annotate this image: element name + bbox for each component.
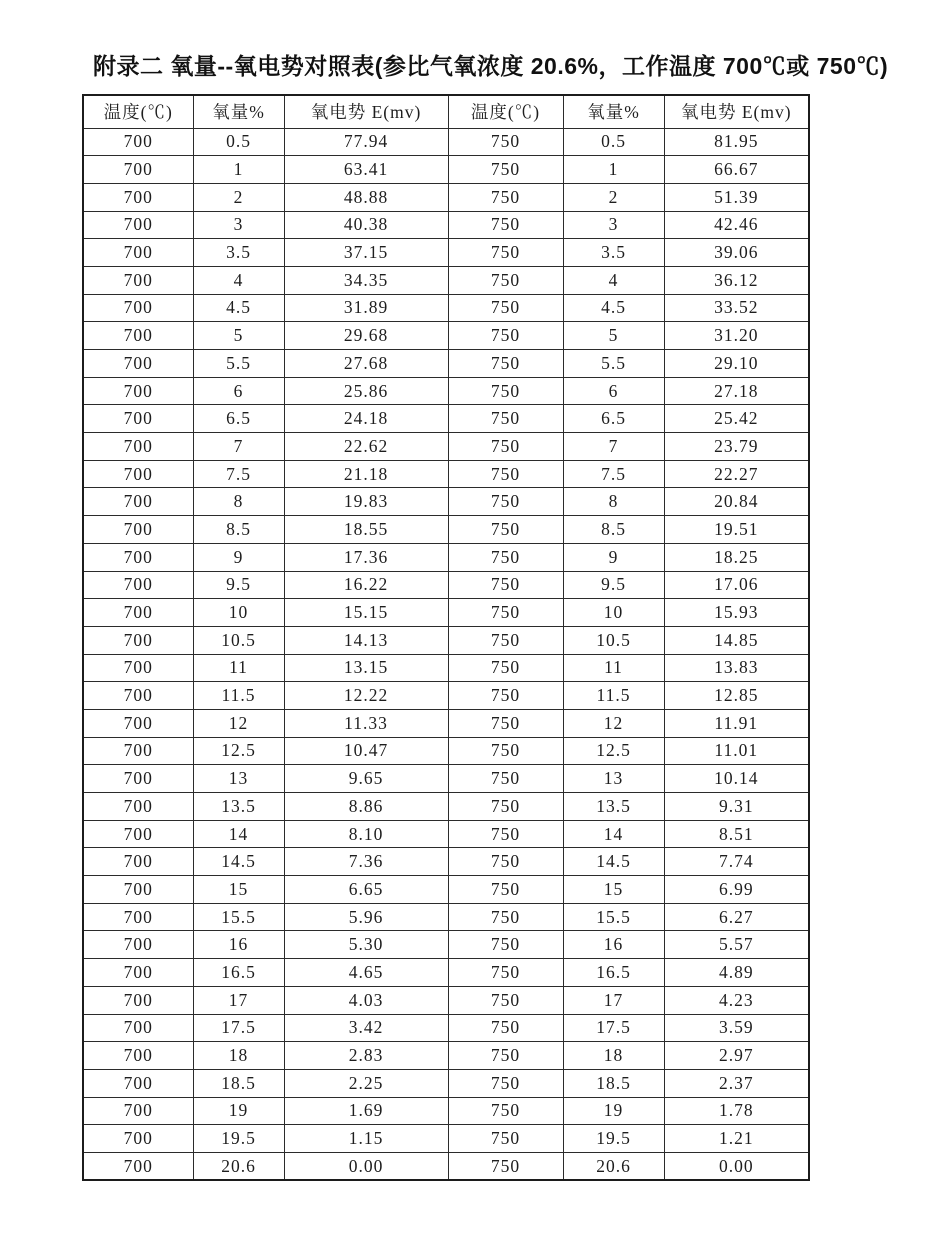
table-row: [83, 1014, 809, 1042]
table-cell: 2: [563, 183, 664, 211]
table-cell: 750: [448, 571, 563, 599]
table-cell: 700: [83, 959, 193, 987]
table-row: [83, 516, 809, 544]
table-cell: 700: [83, 986, 193, 1014]
header-oxygen-potential-left: 氧电势 E(mv): [284, 95, 448, 128]
table-cell: 750: [448, 903, 563, 931]
table-cell: 750: [448, 128, 563, 156]
table-cell: 14.85: [664, 626, 809, 654]
header-oxygen-potential-right: 氧电势 E(mv): [664, 95, 809, 128]
table-row: [83, 322, 809, 350]
table-cell: 24.18: [284, 405, 448, 433]
table-cell: 16: [193, 931, 284, 959]
header-oxygen-percent-right: 氧量%: [563, 95, 664, 128]
table-cell: 16.5: [193, 959, 284, 987]
table-cell: 8.10: [284, 820, 448, 848]
table-cell: 15.5: [563, 903, 664, 931]
table-cell: 4: [563, 266, 664, 294]
table-cell: 7.5: [193, 460, 284, 488]
table-cell: 4.65: [284, 959, 448, 987]
table-cell: 31.20: [664, 322, 809, 350]
table-row: [83, 682, 809, 710]
table-cell: 5.5: [563, 350, 664, 378]
table-cell: 37.15: [284, 239, 448, 267]
table-cell: 29.68: [284, 322, 448, 350]
table-cell: 750: [448, 156, 563, 184]
table-cell: 8.51: [664, 820, 809, 848]
table-cell: 750: [448, 294, 563, 322]
table-header: [83, 95, 809, 128]
table-cell: 13.5: [563, 793, 664, 821]
table-cell: 700: [83, 460, 193, 488]
table-cell: 700: [83, 433, 193, 461]
table-cell: 18.25: [664, 543, 809, 571]
table-row: [83, 266, 809, 294]
header-temperature-right: 温度(℃): [448, 95, 563, 128]
header-temperature-left: 温度(℃): [83, 95, 193, 128]
table-cell: 700: [83, 350, 193, 378]
table-cell: 27.68: [284, 350, 448, 378]
table-cell: 700: [83, 405, 193, 433]
table-cell: 17.5: [193, 1014, 284, 1042]
table-cell: 15: [193, 876, 284, 904]
table-cell: 34.35: [284, 266, 448, 294]
table-cell: 7: [193, 433, 284, 461]
table-cell: 18.5: [193, 1069, 284, 1097]
table-cell: 3: [563, 211, 664, 239]
table-cell: 15.93: [664, 599, 809, 627]
table-cell: 11.91: [664, 709, 809, 737]
table-cell: 3.5: [193, 239, 284, 267]
table-cell: 48.88: [284, 183, 448, 211]
table-cell: 17: [563, 986, 664, 1014]
table-cell: 14: [193, 820, 284, 848]
table-cell: 1.21: [664, 1125, 809, 1153]
table-cell: 12.22: [284, 682, 448, 710]
table-cell: 700: [83, 654, 193, 682]
table-cell: 700: [83, 239, 193, 267]
table-cell: 9.31: [664, 793, 809, 821]
table-cell: 40.38: [284, 211, 448, 239]
table-cell: 750: [448, 1042, 563, 1070]
table-cell: 4.23: [664, 986, 809, 1014]
table-cell: 51.39: [664, 183, 809, 211]
table-cell: 6.99: [664, 876, 809, 904]
table-cell: 1.78: [664, 1097, 809, 1125]
table-cell: 15.15: [284, 599, 448, 627]
table-cell: 750: [448, 405, 563, 433]
table-cell: 27.18: [664, 377, 809, 405]
table-cell: 2.97: [664, 1042, 809, 1070]
table-cell: 81.95: [664, 128, 809, 156]
table-row: [83, 903, 809, 931]
table-cell: 14.5: [563, 848, 664, 876]
table-cell: 750: [448, 322, 563, 350]
table-row: [83, 626, 809, 654]
table-cell: 750: [448, 1125, 563, 1153]
table-cell: 29.10: [664, 350, 809, 378]
table-cell: 1: [193, 156, 284, 184]
table-cell: 700: [83, 183, 193, 211]
table-cell: 31.89: [284, 294, 448, 322]
table-cell: 700: [83, 377, 193, 405]
table-cell: 9: [563, 543, 664, 571]
oxygen-potential-table: [82, 94, 810, 1181]
table-cell: 22.62: [284, 433, 448, 461]
table-row: [83, 350, 809, 378]
table-cell: 18: [563, 1042, 664, 1070]
table-cell: 7: [563, 433, 664, 461]
table-cell: 750: [448, 1097, 563, 1125]
table-cell: 25.86: [284, 377, 448, 405]
table-row: [83, 654, 809, 682]
table-cell: 700: [83, 903, 193, 931]
table-cell: 700: [83, 266, 193, 294]
table-cell: 700: [83, 709, 193, 737]
table-cell: 39.06: [664, 239, 809, 267]
table-cell: 6.65: [284, 876, 448, 904]
table-row: [83, 405, 809, 433]
table-cell: 5.5: [193, 350, 284, 378]
table-row: [83, 211, 809, 239]
table-cell: 11.01: [664, 737, 809, 765]
table-cell: 3.59: [664, 1014, 809, 1042]
table-cell: 7.74: [664, 848, 809, 876]
table-cell: 21.18: [284, 460, 448, 488]
table-cell: 11: [193, 654, 284, 682]
table-cell: 2.25: [284, 1069, 448, 1097]
table-cell: 63.41: [284, 156, 448, 184]
table-cell: 700: [83, 322, 193, 350]
table-cell: 750: [448, 959, 563, 987]
table-cell: 19.5: [563, 1125, 664, 1153]
table-cell: 7.5: [563, 460, 664, 488]
table-cell: 700: [83, 1097, 193, 1125]
table-cell: 13: [193, 765, 284, 793]
table-cell: 750: [448, 460, 563, 488]
table-cell: 20.6: [563, 1152, 664, 1180]
table-cell: 42.46: [664, 211, 809, 239]
table-cell: 0.00: [664, 1152, 809, 1180]
table-cell: 750: [448, 377, 563, 405]
table-cell: 23.79: [664, 433, 809, 461]
table-cell: 750: [448, 737, 563, 765]
table-cell: 5.57: [664, 931, 809, 959]
table-cell: 700: [83, 543, 193, 571]
table-cell: 33.52: [664, 294, 809, 322]
table-cell: 13.15: [284, 654, 448, 682]
table-cell: 1: [563, 156, 664, 184]
table-row: [83, 571, 809, 599]
table-cell: 0.5: [193, 128, 284, 156]
table-cell: 19: [563, 1097, 664, 1125]
table-row: [83, 460, 809, 488]
table-cell: 12.85: [664, 682, 809, 710]
table-cell: 16: [563, 931, 664, 959]
table-cell: 14.13: [284, 626, 448, 654]
table-cell: 5.96: [284, 903, 448, 931]
table-row: [83, 488, 809, 516]
table-cell: 11.5: [193, 682, 284, 710]
table-cell: 18.55: [284, 516, 448, 544]
header-oxygen-percent-left: 氧量%: [193, 95, 284, 128]
table-cell: 7.36: [284, 848, 448, 876]
table-cell: 1.69: [284, 1097, 448, 1125]
table-cell: 750: [448, 211, 563, 239]
table-cell: 4.5: [193, 294, 284, 322]
table-cell: 750: [448, 765, 563, 793]
table-cell: 2: [193, 183, 284, 211]
table-cell: 750: [448, 516, 563, 544]
table-cell: 700: [83, 599, 193, 627]
table-cell: 8: [563, 488, 664, 516]
table-cell: 750: [448, 183, 563, 211]
table-cell: 77.94: [284, 128, 448, 156]
table-cell: 6.5: [193, 405, 284, 433]
table-cell: 10: [193, 599, 284, 627]
table-cell: 14: [563, 820, 664, 848]
table-cell: 5: [563, 322, 664, 350]
table-cell: 750: [448, 488, 563, 516]
table-row: [83, 543, 809, 571]
table-cell: 750: [448, 1014, 563, 1042]
table-cell: 700: [83, 1014, 193, 1042]
table-cell: 700: [83, 1152, 193, 1180]
table-cell: 700: [83, 820, 193, 848]
table-cell: 10.5: [563, 626, 664, 654]
table-cell: 700: [83, 1069, 193, 1097]
table-row: [83, 239, 809, 267]
table-cell: 17.36: [284, 543, 448, 571]
table-row: [83, 793, 809, 821]
table-cell: 10.5: [193, 626, 284, 654]
table-row: [83, 183, 809, 211]
table-cell: 750: [448, 350, 563, 378]
table-row: [83, 294, 809, 322]
table-cell: 700: [83, 211, 193, 239]
table-cell: 700: [83, 765, 193, 793]
table-cell: 750: [448, 1069, 563, 1097]
table-cell: 5: [193, 322, 284, 350]
table-row: [83, 959, 809, 987]
table-cell: 700: [83, 571, 193, 599]
table-cell: 750: [448, 682, 563, 710]
table-cell: 700: [83, 626, 193, 654]
table-cell: 17.06: [664, 571, 809, 599]
table-cell: 10: [563, 599, 664, 627]
table-row: [83, 156, 809, 184]
table-row: [83, 820, 809, 848]
table-row: [83, 765, 809, 793]
table-row: [83, 986, 809, 1014]
table-cell: 700: [83, 156, 193, 184]
table-cell: 700: [83, 848, 193, 876]
table-cell: 700: [83, 737, 193, 765]
table-cell: 19: [193, 1097, 284, 1125]
table-row: [83, 377, 809, 405]
table-row: [83, 599, 809, 627]
table-cell: 16.22: [284, 571, 448, 599]
table-cell: 12.5: [563, 737, 664, 765]
table-cell: 2.37: [664, 1069, 809, 1097]
table-cell: 700: [83, 128, 193, 156]
table-cell: 700: [83, 294, 193, 322]
table-row: [83, 1097, 809, 1125]
table-cell: 750: [448, 1152, 563, 1180]
table-cell: 18: [193, 1042, 284, 1070]
table-row: [83, 1069, 809, 1097]
table-cell: 700: [83, 876, 193, 904]
table-cell: 750: [448, 709, 563, 737]
table-header-row: [83, 95, 809, 128]
table-cell: 9.5: [563, 571, 664, 599]
table-cell: 13.83: [664, 654, 809, 682]
table-cell: 10.47: [284, 737, 448, 765]
table-cell: 750: [448, 433, 563, 461]
table-cell: 8.86: [284, 793, 448, 821]
table-cell: 750: [448, 626, 563, 654]
table-cell: 12.5: [193, 737, 284, 765]
table-cell: 750: [448, 848, 563, 876]
table-cell: 11.5: [563, 682, 664, 710]
table-row: [83, 876, 809, 904]
table-cell: 4.89: [664, 959, 809, 987]
table-cell: 4.03: [284, 986, 448, 1014]
table-cell: 750: [448, 820, 563, 848]
table-cell: 9: [193, 543, 284, 571]
table-cell: 700: [83, 488, 193, 516]
table-cell: 8: [193, 488, 284, 516]
table-cell: 750: [448, 986, 563, 1014]
table-cell: 10.14: [664, 765, 809, 793]
table-cell: 4: [193, 266, 284, 294]
table-cell: 9.65: [284, 765, 448, 793]
table-cell: 6: [193, 377, 284, 405]
table-cell: 15: [563, 876, 664, 904]
table-cell: 9.5: [193, 571, 284, 599]
table-cell: 6.27: [664, 903, 809, 931]
table-cell: 750: [448, 599, 563, 627]
table-cell: 3.42: [284, 1014, 448, 1042]
table-cell: 750: [448, 876, 563, 904]
page-title: 附录二 氧量--氧电势对照表(参比气氧浓度 20.6%，工作温度 700℃或 750℃): [93, 53, 889, 79]
table-cell: 750: [448, 793, 563, 821]
table-cell: 16.5: [563, 959, 664, 987]
table-row: [83, 737, 809, 765]
table-cell: 25.42: [664, 405, 809, 433]
table-cell: 19.83: [284, 488, 448, 516]
table-cell: 700: [83, 516, 193, 544]
table-cell: 750: [448, 239, 563, 267]
table-cell: 13.5: [193, 793, 284, 821]
table-cell: 0.5: [563, 128, 664, 156]
table-cell: 12: [563, 709, 664, 737]
table-cell: 4.5: [563, 294, 664, 322]
table-cell: 12: [193, 709, 284, 737]
table-cell: 750: [448, 654, 563, 682]
table-cell: 20.84: [664, 488, 809, 516]
table-row: [83, 931, 809, 959]
table-cell: 19.5: [193, 1125, 284, 1153]
table-cell: 3: [193, 211, 284, 239]
table-cell: 6: [563, 377, 664, 405]
table-row: [83, 433, 809, 461]
table-cell: 700: [83, 682, 193, 710]
table-row: [83, 1042, 809, 1070]
table-cell: 15.5: [193, 903, 284, 931]
table-row: [83, 709, 809, 737]
table-cell: 750: [448, 543, 563, 571]
table-row: [83, 128, 809, 156]
table-cell: 8.5: [563, 516, 664, 544]
table-row: [83, 1125, 809, 1153]
table-cell: 66.67: [664, 156, 809, 184]
table-cell: 19.51: [664, 516, 809, 544]
table-cell: 22.27: [664, 460, 809, 488]
table-cell: 18.5: [563, 1069, 664, 1097]
table-cell: 1.15: [284, 1125, 448, 1153]
table-cell: 0.00: [284, 1152, 448, 1180]
table-cell: 2.83: [284, 1042, 448, 1070]
table-cell: 750: [448, 931, 563, 959]
table-cell: 750: [448, 266, 563, 294]
table-cell: 700: [83, 793, 193, 821]
table-cell: 8.5: [193, 516, 284, 544]
table-cell: 700: [83, 1125, 193, 1153]
table-cell: 20.6: [193, 1152, 284, 1180]
table-cell: 14.5: [193, 848, 284, 876]
table-cell: 6.5: [563, 405, 664, 433]
table-row: [83, 1152, 809, 1180]
table-cell: 700: [83, 931, 193, 959]
table-cell: 11: [563, 654, 664, 682]
table-row: [83, 848, 809, 876]
table-body: [83, 128, 809, 1180]
table-cell: 5.30: [284, 931, 448, 959]
table-cell: 17.5: [563, 1014, 664, 1042]
table-cell: 700: [83, 1042, 193, 1070]
table-cell: 36.12: [664, 266, 809, 294]
table-cell: 3.5: [563, 239, 664, 267]
table-cell: 17: [193, 986, 284, 1014]
table-cell: 13: [563, 765, 664, 793]
table-cell: 11.33: [284, 709, 448, 737]
